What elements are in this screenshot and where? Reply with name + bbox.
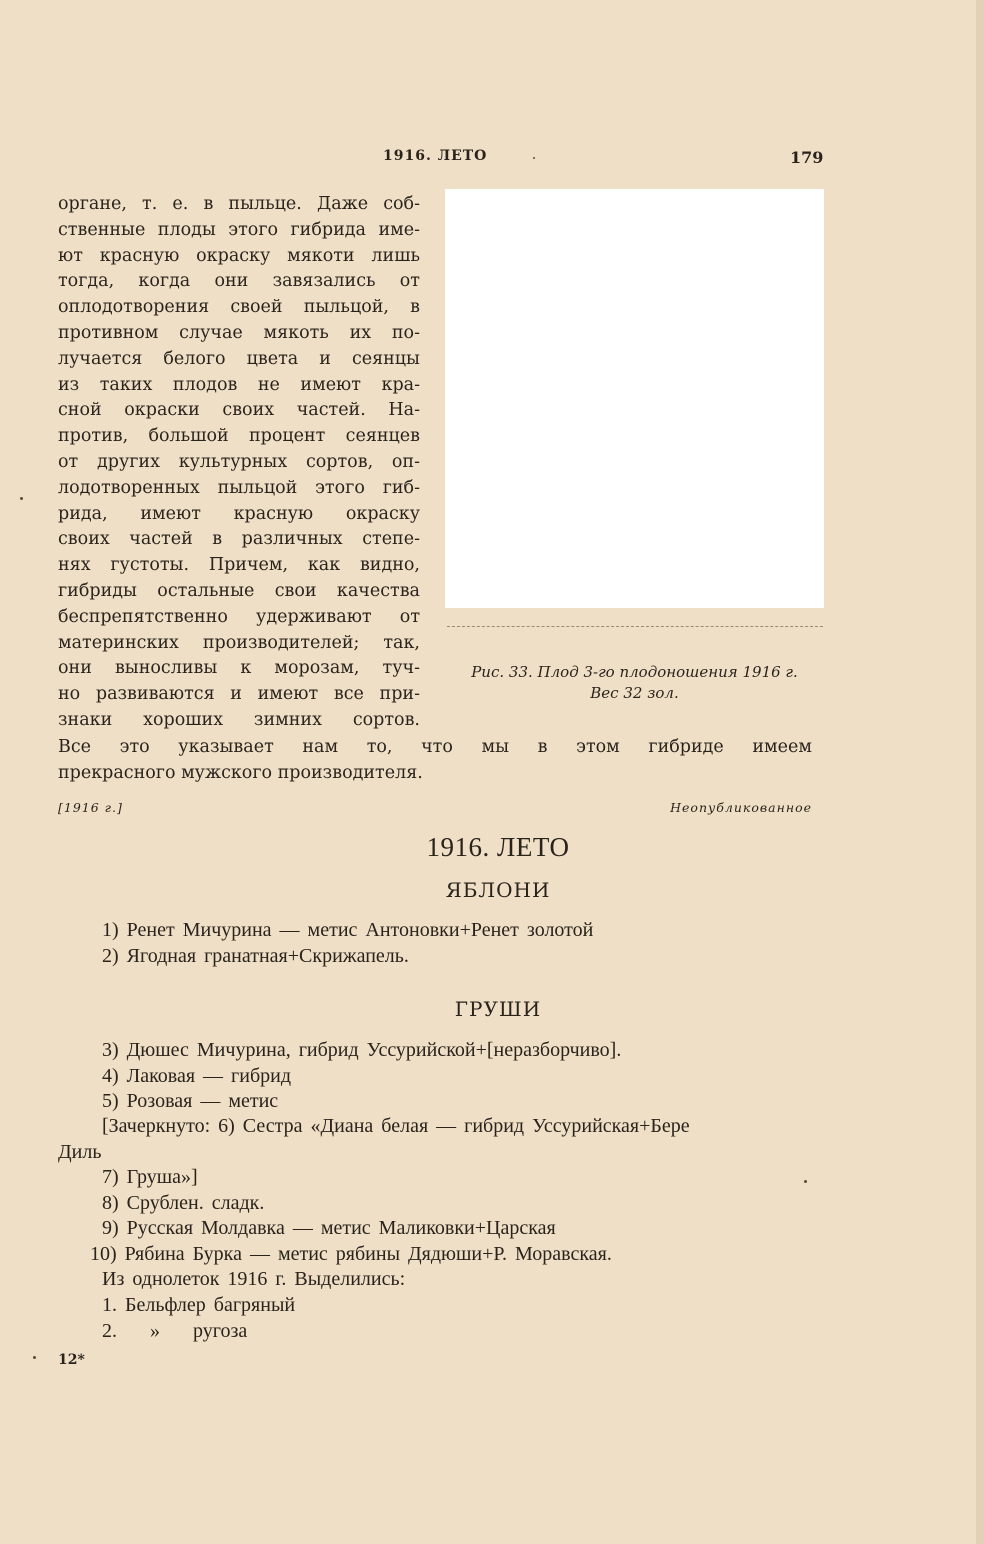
text-line: ют красную окраску мякоти лишь: [58, 245, 420, 266]
date-note: [1916 г.]: [58, 800, 123, 815]
list-item: 10) Рябина Бурка — метис рябины Дядюши+Р. Моравская.: [90, 1243, 612, 1265]
text-line: Все это указывает нам то, что мы в этом гибриде имеем: [58, 737, 812, 757]
caption-line: Вес 32 зол.: [590, 684, 679, 702]
speck-decoration: [533, 157, 535, 159]
figure-image-placeholder: [445, 189, 824, 608]
text-line: от других культурных сортов, оп-: [58, 451, 420, 472]
text-line: лодотворенных пыльцой этого гиб-: [58, 477, 420, 498]
list-item: 1) Ренет Мичурина — метис Антоновки+Ренет золотой: [102, 919, 594, 941]
text-line: беспрепятственно удерживают от: [58, 606, 420, 627]
page-edge: [976, 0, 984, 1544]
list-item: 8) Срублен. сладк.: [102, 1192, 265, 1214]
text-line: они выносливы к морозам, туч-: [58, 658, 420, 679]
signature-mark: 12*: [58, 1352, 85, 1368]
list-item: 4) Лаковая — гибрид: [102, 1065, 292, 1087]
speck-decoration: [804, 1180, 807, 1183]
text-line: своих частей в различных степе-: [58, 529, 420, 550]
list-item: 2) Ягодная гранатная+Скрижапель.: [102, 945, 409, 967]
running-head: [0, 148, 984, 168]
text-line: органе, т. е. в пыльце. Даже соб-: [58, 194, 420, 214]
text-line: но развиваются и имеют все при-: [58, 684, 420, 705]
publication-note: Неопубликованное: [670, 800, 812, 815]
apples-heading: ЯБЛОНИ: [445, 878, 551, 902]
list-item: 1. Бельфлер багряный: [102, 1294, 296, 1316]
speck-decoration: [33, 1356, 36, 1359]
list-item: [Зачеркнуто: 6) Сестра «Диана белая — гибрид Уссурийская+Бере: [102, 1115, 690, 1137]
list-item: 7) Груша»]: [102, 1166, 198, 1188]
speck-decoration: [20, 497, 23, 500]
body-text-wrapped: [58, 192, 420, 734]
text-line: ственные плоды этого гибрида име-: [58, 219, 420, 240]
text-line: оплодотворения своей пыльцой, в: [58, 297, 420, 318]
text-line: материнских производителей; так,: [58, 632, 420, 653]
list-item: Из однолеток 1916 г. Выделились:: [102, 1268, 406, 1290]
caption-line: Рис. 33. Плод 3-го плодоношения 1916 г.: [471, 663, 798, 681]
section-title: 1916. ЛЕТО: [426, 832, 570, 862]
list-item: 5) Розовая — метис: [102, 1090, 279, 1112]
list-item: Диль: [58, 1141, 102, 1163]
text-line: тогда, когда они завязались от: [58, 271, 420, 292]
pears-heading: ГРУШИ: [454, 997, 542, 1021]
text-line: лучается белого цвета и сеянцы: [58, 348, 420, 369]
running-head-title: 1916. ЛЕТО: [383, 148, 488, 164]
text-line: противном случае мякоть их по-: [58, 322, 420, 343]
body-text-full-width: [58, 734, 812, 786]
figure-divider: [447, 626, 823, 627]
text-line: против, большой процент сеянцев: [58, 426, 420, 447]
text-line: прекрасного мужского производителя.: [58, 763, 423, 783]
text-line: знаки хороших зимних сортов.: [58, 709, 420, 730]
text-line: нях густоты. Причем, как видно,: [58, 555, 420, 576]
text-line: рида, имеют красную окраску: [58, 503, 420, 524]
text-line: гибриды остальные свои качества: [58, 580, 420, 601]
text-line: из таких плодов не имеют кра-: [58, 374, 420, 395]
page-number: 179: [790, 148, 824, 167]
list-item: 2. » ругоза: [102, 1320, 248, 1342]
list-item: 3) Дюшес Мичурина, гибрид Уссурийской+[неразборчиво].: [102, 1039, 622, 1061]
list-item: 9) Русская Молдавка — метис Маликовки+Царская: [102, 1217, 556, 1239]
text-line: сной окраски своих частей. На-: [58, 400, 420, 421]
figure-caption: [445, 662, 824, 704]
